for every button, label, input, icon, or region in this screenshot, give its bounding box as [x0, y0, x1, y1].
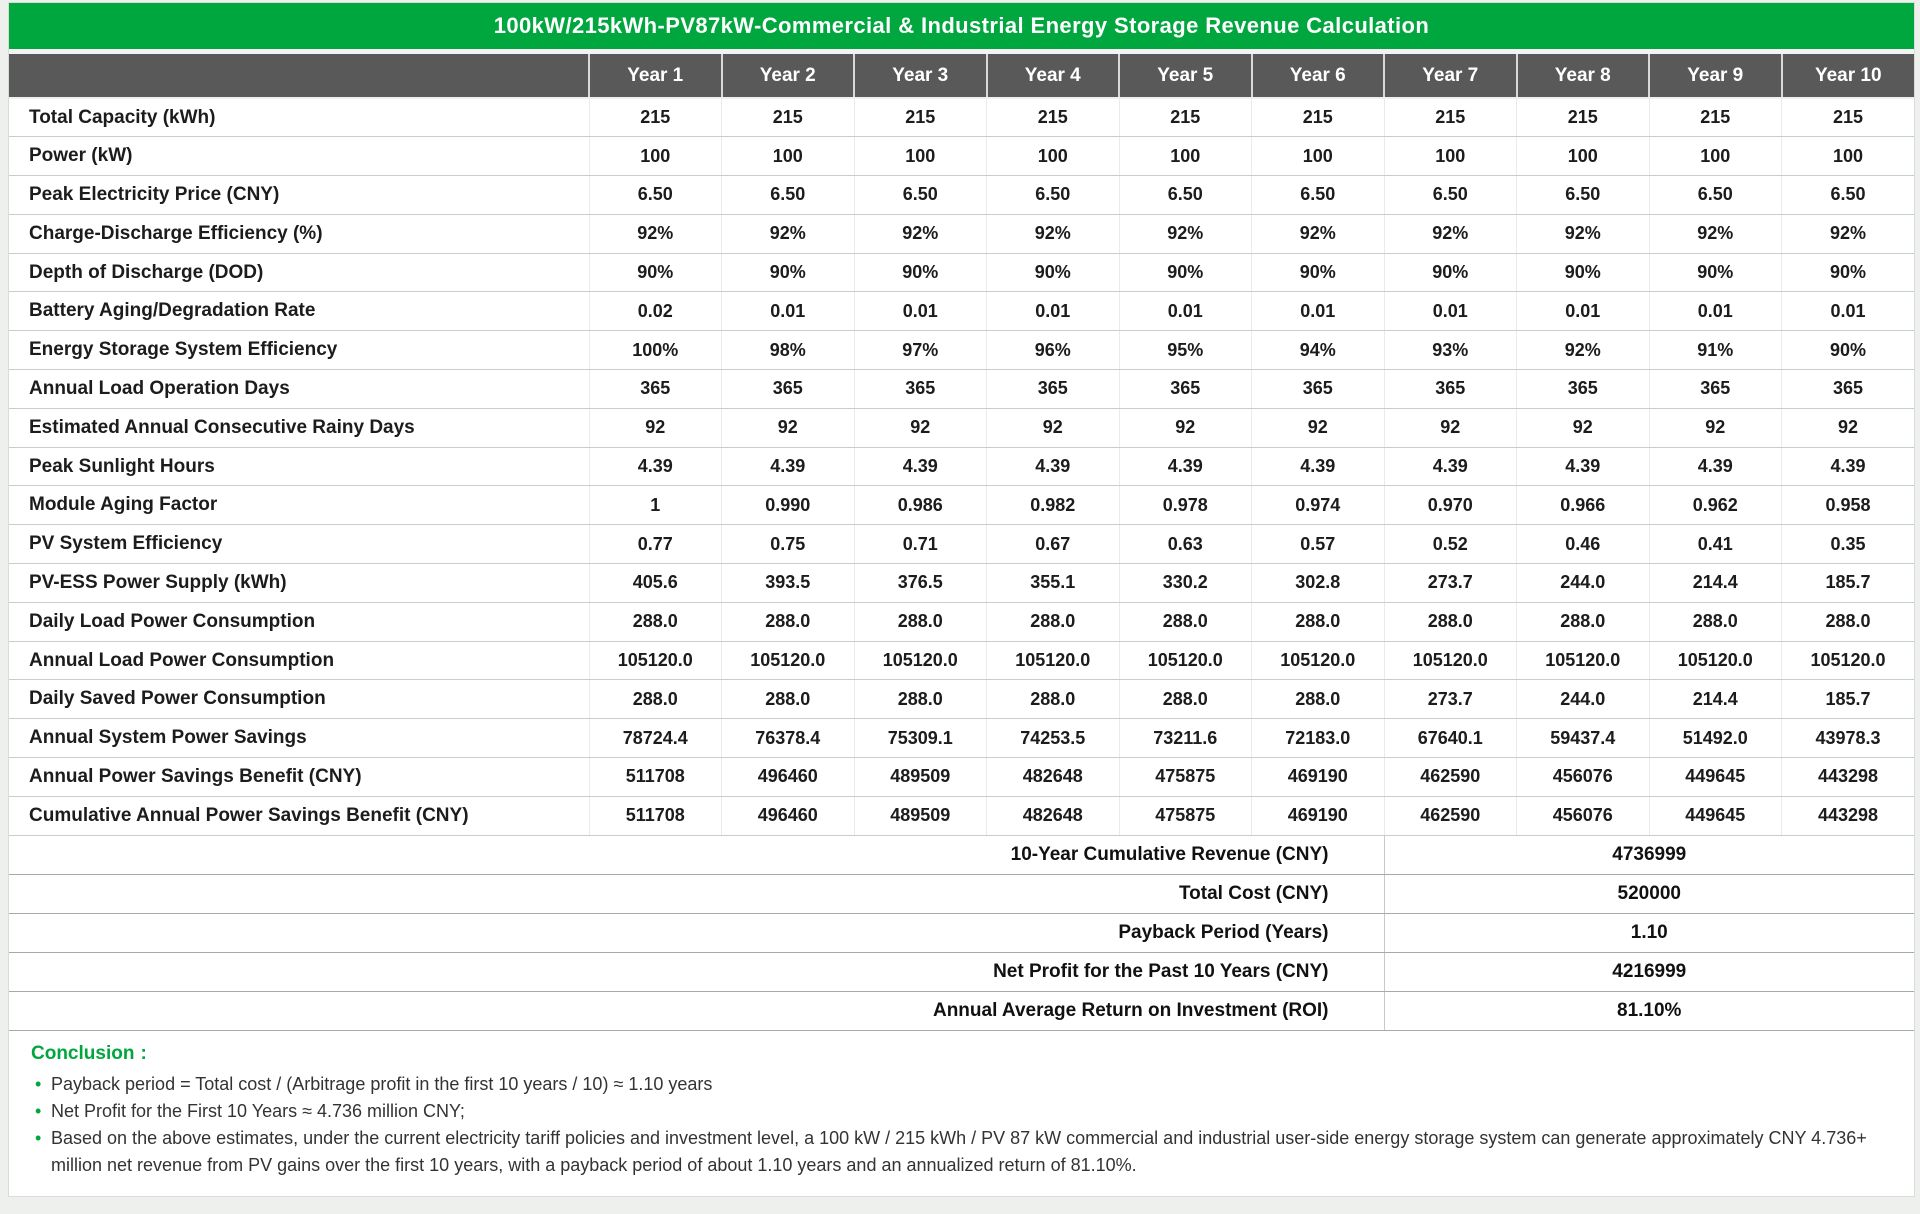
summary-body [9, 835, 1914, 1030]
value-cell: 482648 [987, 796, 1120, 835]
value-cell: 92% [1517, 331, 1650, 370]
value-cell: 93% [1384, 331, 1517, 370]
value-cell: 215 [1649, 98, 1782, 137]
value-cell: 4.39 [1649, 447, 1782, 486]
value-cell: 92% [589, 214, 722, 253]
value-cell: 443298 [1782, 796, 1915, 835]
value-cell: 215 [589, 98, 722, 137]
value-cell: 0.986 [854, 486, 987, 525]
value-cell: 0.35 [1782, 525, 1915, 564]
value-cell: 244.0 [1517, 564, 1650, 603]
summary-row [9, 952, 1914, 991]
value-cell: 90% [1252, 253, 1385, 292]
value-cell: 6.50 [854, 176, 987, 215]
value-cell: 95% [1119, 331, 1252, 370]
value-cell: 90% [1384, 253, 1517, 292]
value-cell: 0.02 [589, 292, 722, 331]
value-cell: 100 [589, 137, 722, 176]
value-cell: 6.50 [1782, 176, 1915, 215]
value-cell: 105120.0 [722, 641, 855, 680]
value-cell: 100% [589, 331, 722, 370]
value-cell: 244.0 [1517, 680, 1650, 719]
value-cell: 288.0 [1252, 602, 1385, 641]
row-label: Peak Sunlight Hours [9, 447, 589, 486]
summary-row [9, 874, 1914, 913]
value-cell: 94% [1252, 331, 1385, 370]
summary-label: Payback Period (Years) [9, 913, 1384, 952]
value-cell: 59437.4 [1517, 719, 1650, 758]
value-cell: 92% [1517, 214, 1650, 253]
year-header-cell: Year 5 [1119, 54, 1252, 98]
value-cell: 100 [1252, 137, 1385, 176]
summary-label: Total Cost (CNY) [9, 874, 1384, 913]
value-cell: 288.0 [987, 602, 1120, 641]
title-bar [9, 3, 1914, 49]
value-cell: 90% [1517, 253, 1650, 292]
value-cell: 92% [1384, 214, 1517, 253]
year-header-cell: Year 1 [589, 54, 722, 98]
value-cell: 90% [854, 253, 987, 292]
value-cell: 92% [1649, 214, 1782, 253]
value-cell: 302.8 [1252, 564, 1385, 603]
row-label: Power (kW) [9, 137, 589, 176]
value-cell: 92 [589, 408, 722, 447]
row-label: PV System Efficiency [9, 525, 589, 564]
value-cell: 0.01 [1782, 292, 1915, 331]
value-cell: 288.0 [1649, 602, 1782, 641]
bullet-dot-icon: • [35, 1073, 42, 1094]
value-cell: 0.982 [987, 486, 1120, 525]
value-cell: 72183.0 [1252, 719, 1385, 758]
value-cell: 185.7 [1782, 680, 1915, 719]
value-cell: 288.0 [1119, 602, 1252, 641]
value-cell: 100 [722, 137, 855, 176]
value-cell: 215 [854, 98, 987, 137]
value-cell: 78724.4 [589, 719, 722, 758]
value-cell: 0.01 [854, 292, 987, 331]
value-cell: 288.0 [1119, 680, 1252, 719]
value-cell: 92 [987, 408, 1120, 447]
conclusion-colon: : [140, 1042, 147, 1064]
value-cell: 215 [1782, 98, 1915, 137]
value-cell: 365 [1649, 370, 1782, 409]
value-cell: 90% [987, 253, 1120, 292]
bullet-dot-icon: • [35, 1127, 42, 1148]
value-cell: 456076 [1517, 758, 1650, 797]
value-cell: 1 [589, 486, 722, 525]
value-cell: 4.39 [589, 447, 722, 486]
value-cell: 0.71 [854, 525, 987, 564]
value-cell: 97% [854, 331, 987, 370]
value-cell: 73211.6 [1119, 719, 1252, 758]
value-cell: 496460 [722, 796, 855, 835]
table-row [9, 98, 1914, 137]
value-cell: 456076 [1517, 796, 1650, 835]
value-cell: 6.50 [1384, 176, 1517, 215]
value-cell: 90% [589, 253, 722, 292]
row-label: Cumulative Annual Power Savings Benefit (CNY) [9, 796, 589, 835]
value-cell: 98% [722, 331, 855, 370]
value-cell: 365 [1782, 370, 1915, 409]
value-cell: 365 [722, 370, 855, 409]
value-cell: 365 [987, 370, 1120, 409]
value-cell: 462590 [1384, 758, 1517, 797]
value-cell: 92% [722, 214, 855, 253]
value-cell: 449645 [1649, 758, 1782, 797]
value-cell: 6.50 [722, 176, 855, 215]
summary-row [9, 835, 1914, 874]
value-cell: 273.7 [1384, 564, 1517, 603]
conclusion-item [31, 1098, 1884, 1125]
value-cell: 4.39 [987, 447, 1120, 486]
value-cell: 475875 [1119, 758, 1252, 797]
value-cell: 288.0 [1782, 602, 1915, 641]
value-cell: 215 [722, 98, 855, 137]
value-cell: 0.01 [1252, 292, 1385, 331]
value-cell: 469190 [1252, 758, 1385, 797]
summary-value: 81.10% [1384, 991, 1914, 1030]
table-row [9, 408, 1914, 447]
value-cell: 215 [1252, 98, 1385, 137]
value-cell: 105120.0 [1252, 641, 1385, 680]
conclusion-text: Payback period = Total cost / (Arbitrage profit in the first 10 years / 10) ≈ 1.10 years [51, 1073, 713, 1094]
value-cell: 330.2 [1119, 564, 1252, 603]
value-cell: 288.0 [722, 680, 855, 719]
value-cell: 0.57 [1252, 525, 1385, 564]
value-cell: 96% [987, 331, 1120, 370]
value-cell: 92 [1649, 408, 1782, 447]
value-cell: 100 [1782, 137, 1915, 176]
value-cell: 92 [1252, 408, 1385, 447]
value-cell: 365 [1119, 370, 1252, 409]
year-header-cell: Year 8 [1517, 54, 1650, 98]
summary-value: 4216999 [1384, 952, 1914, 991]
value-cell: 365 [589, 370, 722, 409]
row-label: Estimated Annual Consecutive Rainy Days [9, 408, 589, 447]
value-cell: 4.39 [1252, 447, 1385, 486]
value-cell: 215 [1384, 98, 1517, 137]
value-cell: 105120.0 [1782, 641, 1915, 680]
value-cell: 482648 [987, 758, 1120, 797]
value-cell: 0.974 [1252, 486, 1385, 525]
summary-row [9, 991, 1914, 1030]
value-cell: 90% [1782, 331, 1915, 370]
value-cell: 288.0 [854, 680, 987, 719]
summary-label: 10-Year Cumulative Revenue (CNY) [9, 835, 1384, 874]
table-row [9, 447, 1914, 486]
conclusion-list [31, 1071, 1884, 1179]
value-cell: 100 [987, 137, 1120, 176]
table-row [9, 292, 1914, 331]
table-row [9, 214, 1914, 253]
table-row [9, 680, 1914, 719]
value-cell: 288.0 [987, 680, 1120, 719]
value-cell: 489509 [854, 796, 987, 835]
value-cell: 0.46 [1517, 525, 1650, 564]
value-cell: 214.4 [1649, 564, 1782, 603]
value-cell: 0.01 [1517, 292, 1650, 331]
value-cell: 6.50 [987, 176, 1120, 215]
value-cell: 288.0 [1252, 680, 1385, 719]
corner-header-cell [9, 54, 589, 98]
value-cell: 0.01 [1649, 292, 1782, 331]
table-row [9, 331, 1914, 370]
value-cell: 0.970 [1384, 486, 1517, 525]
value-cell: 0.41 [1649, 525, 1782, 564]
value-cell: 449645 [1649, 796, 1782, 835]
value-cell: 4.39 [1517, 447, 1650, 486]
value-cell: 0.01 [987, 292, 1120, 331]
value-cell: 100 [854, 137, 987, 176]
value-cell: 355.1 [987, 564, 1120, 603]
table-row [9, 796, 1914, 835]
value-cell: 0.966 [1517, 486, 1650, 525]
row-label: Annual System Power Savings [9, 719, 589, 758]
value-cell: 4.39 [722, 447, 855, 486]
summary-value: 520000 [1384, 874, 1914, 913]
value-cell: 92 [1782, 408, 1915, 447]
value-cell: 475875 [1119, 796, 1252, 835]
table-row [9, 486, 1914, 525]
table-row [9, 525, 1914, 564]
row-label: Annual Load Operation Days [9, 370, 589, 409]
value-cell: 511708 [589, 796, 722, 835]
year-header-cell: Year 7 [1384, 54, 1517, 98]
value-cell: 92% [987, 214, 1120, 253]
value-cell: 462590 [1384, 796, 1517, 835]
year-header-cell: Year 2 [722, 54, 855, 98]
value-cell: 4.39 [1119, 447, 1252, 486]
value-cell: 91% [1649, 331, 1782, 370]
value-cell: 215 [1119, 98, 1252, 137]
value-cell: 376.5 [854, 564, 987, 603]
value-cell: 288.0 [722, 602, 855, 641]
table-row [9, 641, 1914, 680]
value-cell: 92% [1252, 214, 1385, 253]
summary-label: Annual Average Return on Investment (ROI) [9, 991, 1384, 1030]
value-cell: 215 [1517, 98, 1650, 137]
value-cell: 105120.0 [1517, 641, 1650, 680]
row-label: Daily Load Power Consumption [9, 602, 589, 641]
year-header-cell: Year 4 [987, 54, 1120, 98]
value-cell: 105120.0 [1649, 641, 1782, 680]
row-label: PV-ESS Power Supply (kWh) [9, 564, 589, 603]
summary-row [9, 913, 1914, 952]
value-cell: 365 [1517, 370, 1650, 409]
value-cell: 0.958 [1782, 486, 1915, 525]
table-row [9, 564, 1914, 603]
value-cell: 92% [1119, 214, 1252, 253]
conclusion-text: Based on the above estimates, under the current electricity tariff policies and investment level, a 100 kW / 215 kWh / PV 87 kW commercial and industrial user-side energy storage system can generate approximately CNY 4.736+ million net revenue from PV gains over the first 10 years, with a payback period of about 1.10 years and an annualized return of 81.10%. [51, 1127, 1867, 1175]
value-cell: 0.63 [1119, 525, 1252, 564]
value-cell: 6.50 [1119, 176, 1252, 215]
row-label: Annual Load Power Consumption [9, 641, 589, 680]
value-cell: 51492.0 [1649, 719, 1782, 758]
value-cell: 67640.1 [1384, 719, 1517, 758]
table-row [9, 137, 1914, 176]
conclusion-text: Net Profit for the First 10 Years ≈ 4.736 million CNY; [51, 1100, 465, 1121]
value-cell: 393.5 [722, 564, 855, 603]
value-cell: 443298 [1782, 758, 1915, 797]
summary-value: 1.10 [1384, 913, 1914, 952]
value-cell: 92% [854, 214, 987, 253]
value-cell: 0.77 [589, 525, 722, 564]
value-cell: 288.0 [589, 680, 722, 719]
value-cell: 0.990 [722, 486, 855, 525]
value-cell: 43978.3 [1782, 719, 1915, 758]
value-cell: 496460 [722, 758, 855, 797]
value-cell: 92 [1384, 408, 1517, 447]
value-cell: 365 [854, 370, 987, 409]
value-cell: 92 [1517, 408, 1650, 447]
value-cell: 0.962 [1649, 486, 1782, 525]
table-row [9, 176, 1914, 215]
value-cell: 0.67 [987, 525, 1120, 564]
value-cell: 288.0 [589, 602, 722, 641]
value-cell: 185.7 [1782, 564, 1915, 603]
year-header-cell: Year 9 [1649, 54, 1782, 98]
row-label: Charge-Discharge Efficiency (%) [9, 214, 589, 253]
value-cell: 100 [1384, 137, 1517, 176]
row-label: Daily Saved Power Consumption [9, 680, 589, 719]
year-header-cell: Year 10 [1782, 54, 1915, 98]
row-label: Module Aging Factor [9, 486, 589, 525]
value-cell: 90% [1119, 253, 1252, 292]
value-cell: 92 [1119, 408, 1252, 447]
value-cell: 90% [1649, 253, 1782, 292]
value-cell: 6.50 [1517, 176, 1650, 215]
value-cell: 105120.0 [1384, 641, 1517, 680]
value-cell: 273.7 [1384, 680, 1517, 719]
row-label: Peak Electricity Price (CNY) [9, 176, 589, 215]
year-header-row [9, 54, 1914, 98]
conclusion-item [31, 1125, 1884, 1179]
row-label: Battery Aging/Degradation Rate [9, 292, 589, 331]
report-page [8, 2, 1915, 1197]
row-label: Depth of Discharge (DOD) [9, 253, 589, 292]
value-cell: 489509 [854, 758, 987, 797]
value-cell: 75309.1 [854, 719, 987, 758]
table-row [9, 719, 1914, 758]
value-cell: 76378.4 [722, 719, 855, 758]
bullet-dot-icon: • [35, 1100, 42, 1121]
value-cell: 0.75 [722, 525, 855, 564]
value-cell: 105120.0 [589, 641, 722, 680]
value-cell: 288.0 [1384, 602, 1517, 641]
value-cell: 92% [1782, 214, 1915, 253]
revenue-table [9, 54, 1914, 1031]
value-cell: 4.39 [1384, 447, 1517, 486]
table-body [9, 98, 1914, 835]
table-row [9, 602, 1914, 641]
value-cell: 90% [1782, 253, 1915, 292]
value-cell: 405.6 [589, 564, 722, 603]
table-row [9, 253, 1914, 292]
page-title: 100kW/215kWh-PV87kW-Commercial & Industrial Energy Storage Revenue Calculation [493, 13, 1430, 38]
summary-label: Net Profit for the Past 10 Years (CNY) [9, 952, 1384, 991]
row-label: Annual Power Savings Benefit (CNY) [9, 758, 589, 797]
value-cell: 0.01 [1384, 292, 1517, 331]
year-header-cell: Year 3 [854, 54, 987, 98]
value-cell: 105120.0 [1119, 641, 1252, 680]
value-cell: 469190 [1252, 796, 1385, 835]
conclusion-title: Conclusion [31, 1042, 135, 1064]
value-cell: 92 [854, 408, 987, 447]
value-cell: 0.978 [1119, 486, 1252, 525]
value-cell: 365 [1252, 370, 1385, 409]
value-cell: 0.52 [1384, 525, 1517, 564]
value-cell: 6.50 [1649, 176, 1782, 215]
year-header-cell: Year 6 [1252, 54, 1385, 98]
value-cell: 288.0 [854, 602, 987, 641]
table-row [9, 758, 1914, 797]
value-cell: 214.4 [1649, 680, 1782, 719]
summary-value: 4736999 [1384, 835, 1914, 874]
value-cell: 100 [1649, 137, 1782, 176]
value-cell: 100 [1517, 137, 1650, 176]
conclusion-item [31, 1071, 1884, 1098]
conclusion-section [9, 1031, 1914, 1193]
row-label: Total Capacity (kWh) [9, 98, 589, 137]
value-cell: 100 [1119, 137, 1252, 176]
value-cell: 365 [1384, 370, 1517, 409]
value-cell: 74253.5 [987, 719, 1120, 758]
table-row [9, 370, 1914, 409]
conclusion-heading [31, 1043, 1884, 1065]
row-label: Energy Storage System Efficiency [9, 331, 589, 370]
value-cell: 105120.0 [987, 641, 1120, 680]
value-cell: 92 [722, 408, 855, 447]
value-cell: 4.39 [854, 447, 987, 486]
value-cell: 105120.0 [854, 641, 987, 680]
value-cell: 215 [987, 98, 1120, 137]
value-cell: 6.50 [589, 176, 722, 215]
value-cell: 4.39 [1782, 447, 1915, 486]
value-cell: 0.01 [722, 292, 855, 331]
value-cell: 90% [722, 253, 855, 292]
value-cell: 288.0 [1517, 602, 1650, 641]
value-cell: 511708 [589, 758, 722, 797]
value-cell: 0.01 [1119, 292, 1252, 331]
value-cell: 6.50 [1252, 176, 1385, 215]
